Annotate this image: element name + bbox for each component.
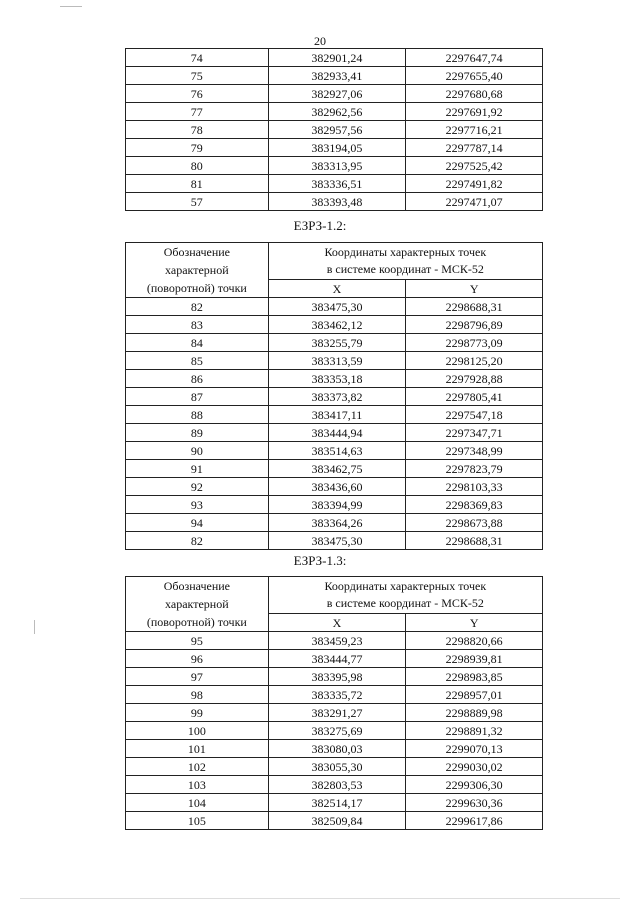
- table-row: [126, 103, 543, 121]
- coord-x: 383275,69: [268, 722, 406, 740]
- header-point-label: Обозначение характерной (поворотной) точки: [126, 577, 269, 632]
- point-number: 97: [126, 668, 269, 686]
- header-y: Y: [406, 614, 543, 632]
- table-row: [126, 67, 543, 85]
- table-row: [126, 668, 543, 686]
- table-row: [126, 370, 543, 388]
- point-number: 83: [126, 316, 269, 334]
- table-row: [126, 812, 543, 830]
- table-row: [126, 460, 543, 478]
- coord-y: 2298939,81: [406, 650, 543, 668]
- table-row: [126, 334, 543, 352]
- coord-x: 383514,63: [268, 442, 406, 460]
- coord-x: 383055,30: [268, 758, 406, 776]
- coord-y: 2299617,86: [406, 812, 543, 830]
- point-number: 77: [126, 103, 269, 121]
- coord-y: 2297928,88: [406, 370, 543, 388]
- coord-x: 383353,18: [268, 370, 406, 388]
- coord-x: 383475,30: [268, 298, 406, 316]
- table-row: [126, 352, 543, 370]
- coord-x: 383417,11: [268, 406, 406, 424]
- table-row: [126, 424, 543, 442]
- coord-y: 2297525,42: [406, 157, 543, 175]
- coord-x: 383394,99: [268, 496, 406, 514]
- coord-x: 383475,30: [268, 532, 406, 550]
- coord-y: 2297680,68: [406, 85, 543, 103]
- table-row: [126, 49, 543, 67]
- coord-y: 2297647,74: [406, 49, 543, 67]
- coord-x: 383335,72: [268, 686, 406, 704]
- point-number: 103: [126, 776, 269, 794]
- coords-table-1-3: [125, 576, 543, 830]
- table-row: [126, 722, 543, 740]
- coord-x: 383462,75: [268, 460, 406, 478]
- point-number: 86: [126, 370, 269, 388]
- coords-table-1-2: [125, 242, 543, 550]
- point-number: 80: [126, 157, 269, 175]
- coord-y: 2298983,85: [406, 668, 543, 686]
- coord-x: 382927,06: [268, 85, 406, 103]
- table-row: [126, 85, 543, 103]
- table-row: [126, 406, 543, 424]
- table-row: [126, 758, 543, 776]
- point-number: 90: [126, 442, 269, 460]
- section-caption-1-3: ЕЗРЗ-1.3:: [293, 553, 347, 568]
- header-y: Y: [406, 280, 543, 298]
- coord-y: 2297805,41: [406, 388, 543, 406]
- coord-x: 383436,60: [268, 478, 406, 496]
- scan-artifact-top: [60, 6, 82, 7]
- header-coords-label: Координаты характерных точек в системе координат - МСК-52: [268, 243, 542, 280]
- table-row: [126, 478, 543, 496]
- coord-y: 2297491,82: [406, 175, 543, 193]
- coord-x: 383313,59: [268, 352, 406, 370]
- point-number: 105: [126, 812, 269, 830]
- coord-x: 382803,53: [268, 776, 406, 794]
- coord-x: 383393,48: [268, 193, 406, 211]
- coord-y: 2297655,40: [406, 67, 543, 85]
- coord-y: 2298125,20: [406, 352, 543, 370]
- coord-y: 2298369,83: [406, 496, 543, 514]
- coord-x: 383462,12: [268, 316, 406, 334]
- coord-y: 2299630,36: [406, 794, 543, 812]
- table-row: [126, 139, 543, 157]
- scan-artifact-bottom: [20, 898, 620, 899]
- table-row: [126, 740, 543, 758]
- point-number: 75: [126, 67, 269, 85]
- table-row: [126, 442, 543, 460]
- header-x: X: [268, 280, 406, 298]
- coord-x: 382957,56: [268, 121, 406, 139]
- coord-y: 2297691,92: [406, 103, 543, 121]
- coord-x: 382514,17: [268, 794, 406, 812]
- point-number: 87: [126, 388, 269, 406]
- coord-y: 2297823,79: [406, 460, 543, 478]
- coord-x: 383291,27: [268, 704, 406, 722]
- table-row: [126, 157, 543, 175]
- point-number: 99: [126, 704, 269, 722]
- coord-y: 2297471,07: [406, 193, 543, 211]
- point-number: 96: [126, 650, 269, 668]
- coord-y: 2298891,32: [406, 722, 543, 740]
- table-row: [126, 514, 543, 532]
- table-row: [126, 193, 543, 211]
- table-row: [126, 794, 543, 812]
- coord-y: 2298820,66: [406, 632, 543, 650]
- coord-y: 2297347,71: [406, 424, 543, 442]
- point-number: 79: [126, 139, 269, 157]
- section-caption-1-2: ЕЗРЗ-1.2:: [293, 218, 347, 233]
- coord-x: 383313,95: [268, 157, 406, 175]
- coord-y: 2298688,31: [406, 298, 543, 316]
- coord-x: 382962,56: [268, 103, 406, 121]
- coord-x: 383373,82: [268, 388, 406, 406]
- coord-x: 383080,03: [268, 740, 406, 758]
- point-number: 91: [126, 460, 269, 478]
- coord-x: 383194,05: [268, 139, 406, 157]
- coord-x: 383364,26: [268, 514, 406, 532]
- header-coords-label: Координаты характерных точек в системе координат - МСК-52: [268, 577, 542, 614]
- point-number: 93: [126, 496, 269, 514]
- coord-y: 2298796,89: [406, 316, 543, 334]
- coord-x: 383444,94: [268, 424, 406, 442]
- coord-y: 2299306,30: [406, 776, 543, 794]
- coord-x: 383336,51: [268, 175, 406, 193]
- point-number: 102: [126, 758, 269, 776]
- point-number: 101: [126, 740, 269, 758]
- point-number: 81: [126, 175, 269, 193]
- table-row: [126, 298, 543, 316]
- coord-y: 2298773,09: [406, 334, 543, 352]
- table-row: [126, 496, 543, 514]
- point-number: 95: [126, 632, 269, 650]
- coord-y: 2297787,14: [406, 139, 543, 157]
- point-number: 85: [126, 352, 269, 370]
- coord-y: 2298957,01: [406, 686, 543, 704]
- coord-x: 382509,84: [268, 812, 406, 830]
- coord-y: 2299070,13: [406, 740, 543, 758]
- point-number: 82: [126, 532, 269, 550]
- point-number: 76: [126, 85, 269, 103]
- point-number: 57: [126, 193, 269, 211]
- coord-x: 383459,23: [268, 632, 406, 650]
- point-number: 82: [126, 298, 269, 316]
- point-number: 100: [126, 722, 269, 740]
- table-row: [126, 388, 543, 406]
- coord-x: 383255,79: [268, 334, 406, 352]
- coord-x: 382933,41: [268, 67, 406, 85]
- coords-table-continued: [125, 48, 543, 211]
- point-number: 104: [126, 794, 269, 812]
- coord-x: 383444,77: [268, 650, 406, 668]
- coord-y: 2298673,88: [406, 514, 543, 532]
- table-row: [126, 632, 543, 650]
- point-number: 94: [126, 514, 269, 532]
- point-number: 74: [126, 49, 269, 67]
- header-x: X: [268, 614, 406, 632]
- coord-x: 383395,98: [268, 668, 406, 686]
- point-number: 78: [126, 121, 269, 139]
- table-row: [126, 316, 543, 334]
- header-point-label: Обозначение характерной (поворотной) точки: [126, 243, 269, 298]
- coord-y: 2297348,99: [406, 442, 543, 460]
- coord-y: 2298103,33: [406, 478, 543, 496]
- coord-y: 2299030,02: [406, 758, 543, 776]
- table-row: [126, 121, 543, 139]
- table-row: [126, 704, 543, 722]
- point-number: 84: [126, 334, 269, 352]
- coord-y: 2298688,31: [406, 532, 543, 550]
- table-row: [126, 686, 543, 704]
- coord-y: 2298889,98: [406, 704, 543, 722]
- coord-y: 2297716,21: [406, 121, 543, 139]
- scan-artifact-left: [34, 620, 35, 634]
- table-row: [126, 650, 543, 668]
- coord-x: 382901,24: [268, 49, 406, 67]
- point-number: 98: [126, 686, 269, 704]
- point-number: 88: [126, 406, 269, 424]
- point-number: 92: [126, 478, 269, 496]
- table-row: [126, 175, 543, 193]
- table-row: [126, 776, 543, 794]
- point-number: 89: [126, 424, 269, 442]
- page-number: 20: [314, 34, 326, 48]
- coord-y: 2297547,18: [406, 406, 543, 424]
- table-row: [126, 532, 543, 550]
